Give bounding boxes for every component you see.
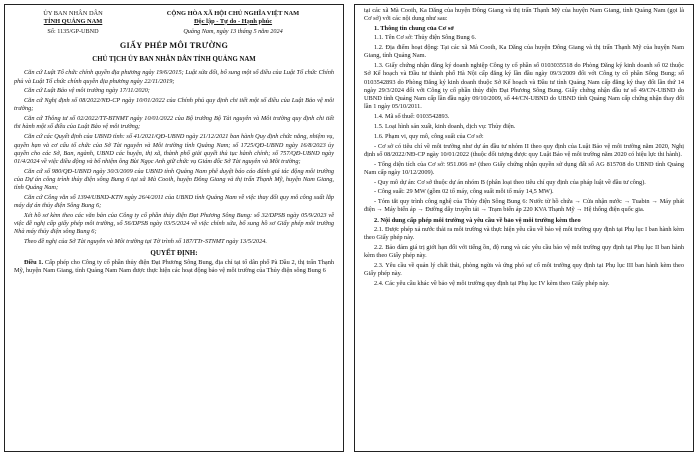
section-1-item: 1.2. Địa điểm hoạt động: Tại các xã Mà Cooih, Ka Dăng của huyện Đông Giang và thị trấn Thạnh Mỹ của huyện Nam Giang, tỉnh Quảng Nam. bbox=[364, 44, 684, 60]
article-1 bbox=[14, 259, 334, 275]
section-2-item: 2.2. Bảo đảm giá trị giới hạn đối với tiếng ồn, độ rung và các yêu cầu bảo vệ môi trường quy định tại Phụ lục II ban hành kèm theo Giấy phép này. bbox=[364, 243, 684, 259]
document-title: GIẤY PHÉP MÔI TRƯỜNG bbox=[119, 41, 229, 51]
document-number: Số: 1135/GP-UBND bbox=[47, 28, 99, 36]
preamble-paragraph: Căn cứ Thông tư số 02/2022/TT-BTNMT ngày 10/01/2022 của Bộ trưởng Bộ Tài nguyên và Môi trường quy định chi tiết thi hành một số điều của Luật Bảo vệ môi trường; bbox=[14, 115, 334, 131]
section-1-item: - Công suất: 29 MW (gồm 02 tổ máy, công suất mỗi tổ máy 14,5 MW). bbox=[374, 188, 554, 196]
issuing-authority: CHỦ TỊCH ỦY BAN NHÂN DÂN TỈNH QUẢNG NAM bbox=[92, 56, 256, 64]
section-1-item: 1.5. Loại hình sản xuất, kinh doanh, dịch vụ: Thủy điện. bbox=[374, 122, 516, 130]
decision-heading: QUYẾT ĐỊNH: bbox=[150, 249, 198, 258]
section-1-item: 1.4. Mã số thuế: 0103542893. bbox=[374, 112, 450, 120]
section-1-item: - Tóm tắt quy trình công nghệ của Thủy điện Sông Bung 6: Nước từ hồ chứa → Cửa nhận nước → Tuabin → Máy phát điện → Máy biến áp → Đường dây truyền tải → Trạm biến áp 220 KVA Thạnh Mỹ → Hệ thống điện quốc gia. bbox=[364, 198, 684, 214]
section-2-heading: 2. Nội dung cấp phép môi trường và yêu cầu về bảo vệ môi trường kèm theo bbox=[374, 216, 581, 224]
preamble-paragraph: Căn cứ các Quyết định của UBND tỉnh: số 41/2021/QĐ-UBND ngày 21/12/2021 ban hành Quy định chức năng, nhiệm vụ, quyền hạn và cơ cấu tổ chức của Sở Tài nguyên và Môi trường tỉnh Quảng Nam; số 1725/QĐ-UBND ngày 16/8/2023 ủy quyền cho các Sở, Ban, ngành, UBND các huyện, thị xã, thành phố giải quyết thủ tục hành chính; số 757/QĐ-UBND ngày 01/4/2024 về việc điều động và bổ nhiệm ông Bùi Ngọc Anh giữ chức vụ Giám đốc Sở Tài nguyên và Môi trường; bbox=[14, 133, 334, 165]
agency-line-1: ỦY BAN NHÂN DÂN bbox=[43, 10, 103, 17]
continuation-paragraph: tại các xã Mà Cooih, Ka Dăng của huyện Đông Giang và thị trấn Thạnh Mỹ của huyện Nam Giang, tỉnh Quảng Nam (gọi là Cơ sở) với các nội dung như sau: bbox=[364, 7, 684, 23]
preamble-paragraph: Xét hồ sơ kèm theo các văn bản của Công ty cổ phần thủy điện Đạt Phương Sông Bung: số 32/DPSB ngày 05/9/2023 về việc đề nghị cấp giấy phép môi trường, số 56/DPSB ngày 03/5/2024 về việc chỉnh sửa, bổ sung hồ sơ Giấy phép môi trường Nhà máy thủy điện sông Bung 6; bbox=[14, 211, 334, 236]
document-header bbox=[14, 10, 334, 25]
article-1-text: Cấp phép cho Công ty cổ phần thủy điện Đạt Phương Sông Bung, địa chỉ tại tổ dân phố Pà Dầu 2, thị trấn Thạnh Mỹ, huyện Nam Giang, tỉnh Quảng Nam Nam được thực hiện các hoạt động bảo vệ môi trường của Thủy điện sông Bung 6 bbox=[14, 259, 334, 275]
preamble-paragraph: Căn cứ Công văn số 1394/UBND-KTN ngày 26/4/2011 của UBND tỉnh Quảng Nam về việc thay đổi quy mô công suất lắp máy dự án thủy điện Sông Bung 6; bbox=[14, 193, 334, 210]
preamble-paragraph: Căn cứ Nghị định số 08/2022/NĐ-CP ngày 10/01/2022 của Chính phủ quy định chi tiết một số điều của Luật Bảo vệ môi trường; bbox=[14, 97, 334, 113]
national-motto bbox=[132, 10, 334, 25]
section-1-item: 1.1. Tên Cơ sở: Thủy điện Sông Bung 6. bbox=[374, 34, 477, 42]
section-1-item: 1.6. Phạm vi, quy mô, công suất của Cơ sở: bbox=[374, 132, 484, 140]
place-date: Quảng Nam, ngày 13 tháng 5 năm 2024 bbox=[183, 28, 283, 36]
section-1-item: - Quy mô dự án: Cơ sở thuộc dự án nhóm B (phân loại theo tiêu chí quy định của pháp luật về đầu tư công). bbox=[374, 178, 646, 186]
section-1-item: - Tổng diện tích của Cơ sở: 951.066 m² (theo Giấy chứng nhận quyền sử dụng đất số AG 815708 do UBND tỉnh Quảng Nam cấp ngày 10/12/2009). bbox=[364, 160, 684, 176]
section-2-item: 2.4. Các yêu cầu khác về bảo vệ môi trường quy định tại Phụ lục IV kèm theo Giấy phép này. bbox=[374, 279, 610, 287]
country-name: CỘNG HÒA XÃ HỘI CHỦ NGHĨA VIỆT NAM bbox=[166, 10, 300, 17]
agency-line-2: TỈNH QUẢNG NAM bbox=[43, 17, 103, 25]
section-1-item: - Cơ sở có tiêu chí về môi trường như dự án đầu tư nhóm II theo quy định của Luật Bảo vệ môi trường năm 2020, Nghị định số 08/2022/NĐ-CP ngày 10/01/2022 (thuộc đối tượng được quy Luật Bảo vệ môi trường năm 2020 có hiệu lực thi hành). bbox=[364, 142, 684, 158]
preamble-paragraph: Theo đề nghị của Sở Tài nguyên và Môi trường tại Tờ trình số 187/TTr-STNMT ngày 13/5/2024. bbox=[24, 238, 267, 246]
document-number-row bbox=[14, 28, 334, 35]
section-2-item: 2.1. Được phép xả nước thải ra môi trường và thực hiện yêu cầu về bảo vệ môi trường quy định tại Phụ lục I ban hành kèm theo Giấy phép này. bbox=[364, 225, 684, 241]
section-2-item: 2.3. Yêu cầu về quản lý chất thải, phòng ngừa và ứng phó sự cố môi trường quy định tại Phụ lục III ban hành kèm theo Giấy phép này. bbox=[364, 261, 684, 277]
preamble-paragraph: Căn cứ số 980/QĐ-UBND ngày 30/3/2009 của UBND tỉnh Quảng Nam phê duyệt báo cáo đánh giá tác động môi trường của Dự án công trình thủy điện sông Bung 6 tại xã Mà Cooih, huyện Đông Giang và thị trấn Thạnh Mỹ, huyện Nam Giang, tỉnh Quảng Nam; bbox=[14, 167, 334, 192]
article-1-label: Điều 1. bbox=[24, 259, 44, 267]
issuing-agency bbox=[14, 10, 132, 25]
section-1-item: 1.3. Giấy chứng nhận đăng ký doanh nghiệp Công ty cổ phần số 0103035518 do Phòng Đăng ký kinh doanh số 02 thuộc Sở Kế hoạch và Đầu tư thành phố Hà Nội cấp đăng ký lần đầu ngày 09/3/2009 đổi với Công ty cổ phần Sông Bung; số 0103542893 do Phòng Đăng ký kinh doanh thuộc Sở Kế hoạch và Đầu tư tỉnh Quảng Nam cấp đăng ký thay đổi lần thứ 14 ngày 29/3/2024 đổi với Công ty cổ phần thủy điện Đạt Phương Sông Bung. Giấy chứng nhận đầu tư số 49/CN-UBND do UBND tỉnh Quảng Nam cấp lần đầu ngày 09/10/2009, số 44/CN-UBND do UBND tỉnh Quảng Nam cấp chứng nhận thay đổi lần 1 ngày 05/10/2011. bbox=[364, 62, 684, 111]
preamble-paragraph: Căn cứ Luật Bảo vệ môi trường ngày 17/11/2020; bbox=[24, 87, 150, 95]
motto: Độc lập - Tự do - Hạnh phúc bbox=[193, 17, 273, 25]
section-1-heading: 1. Thông tin chung của Cơ sở bbox=[374, 25, 454, 33]
preamble-paragraph: Căn cứ Luật Tổ chức chính quyền địa phương ngày 19/6/2015; Luật sửa đổi, bổ sung một số điều của Luật Tổ chức Chính phủ và Luật Tổ chức chính quyền địa phương ngày 22/11/2019; bbox=[14, 69, 334, 85]
document-page-right bbox=[354, 4, 694, 452]
document-page-left bbox=[4, 4, 344, 452]
